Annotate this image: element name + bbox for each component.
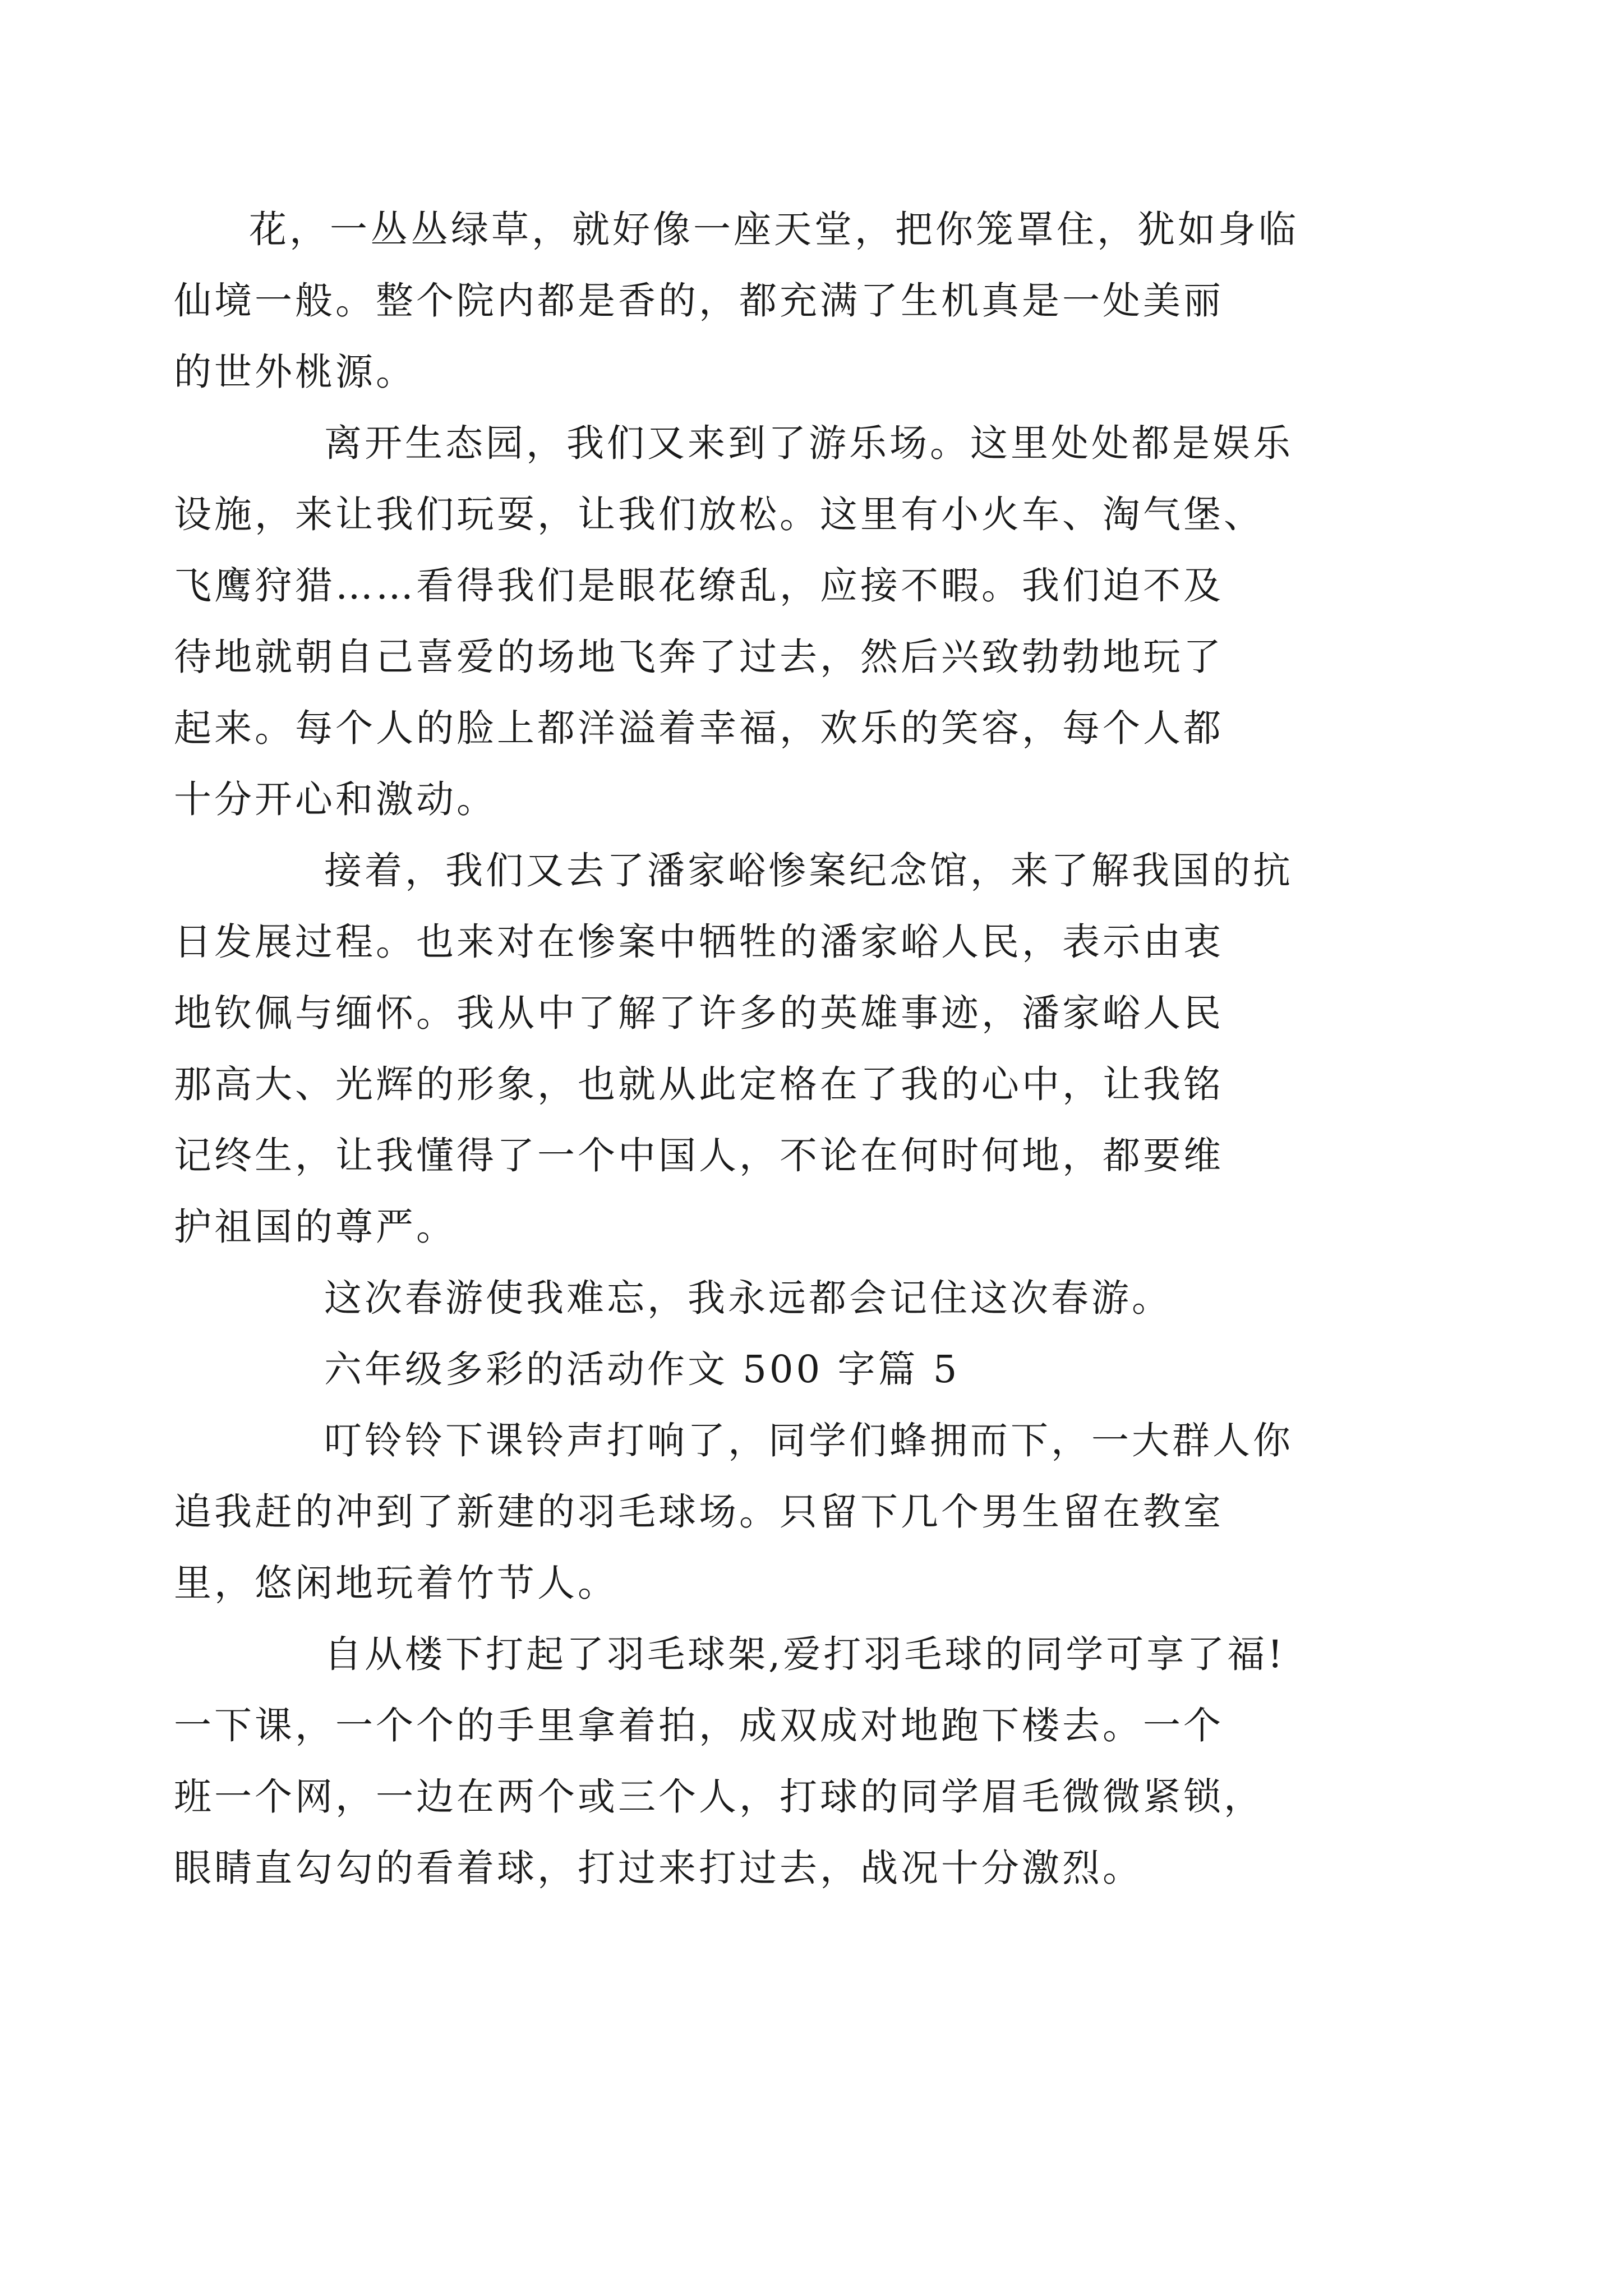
text-line: 飞鹰狩猎……看得我们是眼花缭乱，应接不暇。我们迫不及 xyxy=(174,564,1224,608)
text-line: 护祖国的尊严。 xyxy=(174,1205,457,1249)
text-line: 这次春游使我难忘，我永远都会记住这次春游。 xyxy=(324,1276,1172,1320)
paragraph xyxy=(174,408,1382,835)
text-line: 自从楼下打起了羽毛球架,爱打羽毛球的同学可享了福! xyxy=(324,1632,1286,1676)
text-line: 一下课，一个个的手里拿着拍，成双成对地跑下楼去。一个 xyxy=(174,1704,1224,1747)
text-line: 地钦佩与缅怀。我从中了解了许多的英雄事迹，潘家峪人民 xyxy=(174,991,1224,1035)
paragraph xyxy=(174,835,1382,1263)
document-body xyxy=(174,194,1382,1904)
text-line: 花，一丛丛绿草，就好像一座天堂，把你笼罩住，犹如身临 xyxy=(249,208,1299,251)
text-line: 仙境一般。整个院内都是香的，都充满了生机真是一处美丽 xyxy=(174,279,1224,323)
text-line: 里，悠闲地玩着竹节人。 xyxy=(174,1561,618,1605)
text-line: 记终生，让我懂得了一个中国人，不论在何时何地，都要维 xyxy=(174,1134,1224,1177)
paragraph xyxy=(174,1405,1382,1619)
text-line: 叮铃铃下课铃声打响了，同学们蜂拥而下，一大群人你 xyxy=(324,1419,1293,1462)
text-line: 待地就朝自己喜爱的场地飞奔了过去，然后兴致勃勃地玩了 xyxy=(174,635,1224,679)
paragraph xyxy=(249,1263,1382,1334)
text-line: 那高大、光辉的形象，也就从此定格在了我的心中，让我铭 xyxy=(174,1062,1224,1106)
text-line: 六年级多彩的活动作文 500 字篇 5 xyxy=(324,1347,960,1391)
text-line: 接着，我们又去了潘家峪惨案纪念馆，来了解我国的抗 xyxy=(324,849,1293,892)
section-heading xyxy=(249,1334,1382,1405)
text-line: 日发展过程。也来对在惨案中牺牲的潘家峪人民，表示由衷 xyxy=(174,920,1224,964)
text-line: 设施，来让我们玩耍，让我们放松。这里有小火车、淘气堡、 xyxy=(174,493,1264,536)
text-line: 眼睛直勾勾的看着球，打过来打过去，战况十分激烈。 xyxy=(174,1846,1143,1890)
text-line: 追我赶的冲到了新建的羽毛球场。只留下几个男生留在教室 xyxy=(174,1490,1224,1534)
text-line: 十分开心和激动。 xyxy=(174,777,497,821)
text-line: 的世外桃源。 xyxy=(174,350,416,394)
paragraph xyxy=(174,1619,1382,1904)
paragraph-continuation xyxy=(174,194,1382,408)
text-line: 班一个网，一边在两个或三个人，打球的同学眉毛微微紧锁， xyxy=(174,1775,1264,1819)
text-line: 离开生态园，我们又来到了游乐场。这里处处都是娱乐 xyxy=(324,421,1293,465)
text-line: 起来。每个人的脸上都洋溢着幸福，欢乐的笑容，每个人都 xyxy=(174,706,1224,750)
